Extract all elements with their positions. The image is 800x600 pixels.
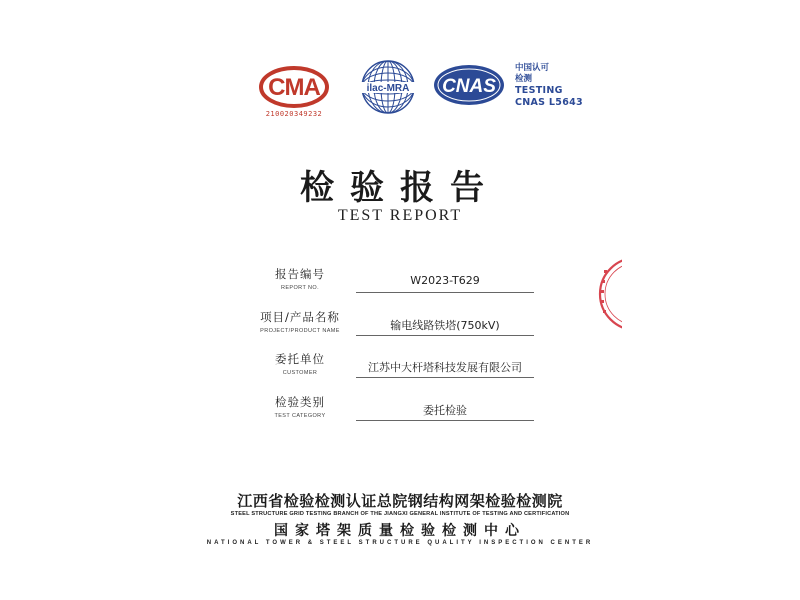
field-product-name [240, 309, 540, 349]
field-label-en: PROJECT/PRODUCT NAME [260, 328, 340, 334]
field-value: W2023-T629 [410, 274, 480, 287]
field-value: 输电线路铁塔(750kV) [390, 319, 500, 332]
field-label-cn: 报告编号 [275, 267, 325, 281]
report-title-cn: 检验报告 [300, 168, 500, 208]
field-label-en: REPORT NO. [280, 285, 320, 291]
field-label-cn: 检验类别 [275, 395, 325, 409]
center-name-en: NATIONAL TOWER & STEEL STRUCTURE QUALITY INSPECTION CENTER [206, 540, 594, 546]
cnas-line-number: CNAS L5643 [515, 97, 583, 108]
field-customer [240, 351, 540, 391]
institute-name-en: STEEL STRUCTURE GRID TESTING BRANCH OF THE JIANGXI GENERAL INSTITUTE OF TESTING AND CERTIFICATION [230, 511, 570, 517]
field-label [240, 394, 360, 419]
cma-logo [258, 64, 330, 110]
field-label-cn: 委托单位 [275, 352, 325, 366]
cnas-line-testing: TESTING [515, 85, 563, 96]
field-underline [356, 420, 534, 421]
ilac-mra-logo [356, 56, 420, 118]
center-name-cn: 国家塔架质量检验检测中心 [274, 523, 526, 539]
field-test-category [240, 394, 540, 434]
field-label [240, 266, 360, 291]
field-value: 委托检验 [423, 404, 467, 417]
ilac-logo-text: ilac-MRA [366, 83, 410, 94]
field-label [240, 309, 360, 334]
field-underline [356, 377, 534, 378]
cnas-accreditation-text [515, 63, 583, 109]
cnas-logo-text: CNAS [442, 76, 496, 97]
cma-logo-text: CMA [268, 74, 320, 101]
cnas-line-cn1: 中国认可 [515, 63, 550, 73]
field-report-no [240, 266, 540, 306]
field-label-cn: 项目/产品名称 [260, 310, 340, 324]
report-title-en: TEST REPORT [337, 207, 463, 224]
institute-name-cn: 江西省检验检测认证总院钢结构网架检验检测院 [237, 492, 563, 510]
cnas-logo [432, 63, 506, 107]
field-underline [356, 335, 534, 336]
field-label-en: CUSTOMER [282, 370, 318, 376]
official-seal-partial [592, 256, 622, 332]
field-label-en: TEST CATEGORY [274, 413, 326, 419]
field-value: 江苏中大杆塔科技发展有限公司 [368, 361, 522, 374]
cnas-line-cn2: 检测 [515, 74, 533, 84]
field-label [240, 351, 360, 376]
field-underline [356, 292, 534, 293]
cma-certificate-number: 210020349232 [265, 110, 323, 118]
